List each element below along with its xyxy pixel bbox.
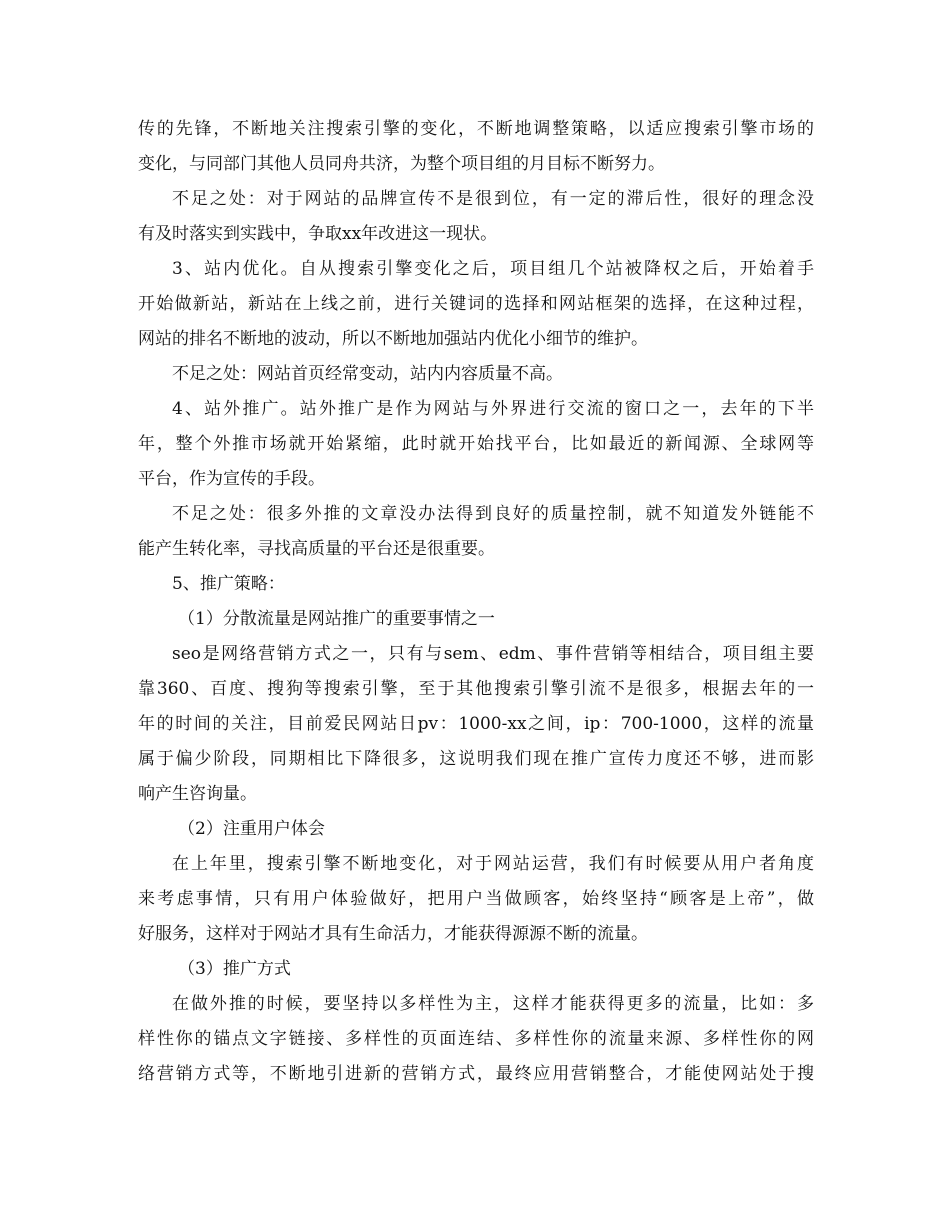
text-line: 在做外推的时候，要坚持以多样性为主，这样才能获得更多的流量，比如：多 (172, 994, 814, 1014)
text-line: 传的先锋，不断地关注搜索引擎的变化，不断地调整策略，以适应搜索引擎市场的 (138, 119, 814, 139)
text-line: 在上年里，搜索引擎不断地变化，对于网站运营，我们有时候要从用户者角度 (172, 854, 814, 874)
text-line: 年的时间的关注，目前爱民网站日pv：1000-xx之间，ip：700-1000，这样的流量 (138, 714, 814, 734)
text-line: 络营销方式等，不断地引进新的营销方式，最终应用营销整合，才能使网站处于搜 (138, 1064, 814, 1084)
text-line: 靠360、百度、搜狗等搜索引擎，至于其他搜索引擎引流不是很多，根据去年的一 (138, 679, 814, 699)
text-line: 来考虑事情，只有用户体验做好，把用户当做顾客，始终坚持“顾客是上帝”，做 (138, 889, 814, 909)
section-heading: 5、推广策略： (172, 574, 285, 594)
text-line: 好服务，这样对于网站才具有生命活力，才能获得源源不断的流量。 (138, 924, 648, 944)
text-line: 不足之处：对于网站的品牌宣传不是很到位，有一定的滞后性，很好的理念没 (172, 189, 814, 209)
subsection-heading: （1）分散流量是网站推广的重要事情之一 (178, 609, 495, 629)
text-line: 4、站外推广。站外推广是作为网站与外界进行交流的窗口之一，去年的下半 (172, 399, 814, 419)
text-line: 不足之处：网站首页经常变动，站内内容质量不高。 (172, 364, 563, 384)
text-line: 变化，与同部门其他人员同舟共济，为整个项目组的月目标不断努力。 (138, 154, 665, 174)
text-line: 年，整个外推市场就开始紧缩，此时就开始找平台，比如最近的新闻源、全球网等 (138, 434, 814, 454)
text-line: 响产生咨询量。 (138, 784, 257, 804)
text-line: 3、站内优化。自从搜索引擎变化之后，项目组几个站被降权之后，开始着手 (172, 259, 814, 279)
text-line: seo是网络营销方式之一，只有与sem、edm、事件营销等相结合，项目组主要 (172, 644, 814, 664)
text-line: 属于偏少阶段，同期相比下降很多，这说明我们现在推广宣传力度还不够，进而影 (138, 749, 814, 769)
text-line: 不足之处：很多外推的文章没办法得到良好的质量控制，就不知道发外链能不 (172, 504, 814, 524)
text-line: 样性你的锚点文字链接、多样性的页面连结、多样性你的流量来源、多样性你的网 (138, 1029, 814, 1049)
subsection-heading: （3）推广方式 (178, 959, 291, 979)
subsection-heading: （2）注重用户体会 (178, 819, 325, 839)
document-body (138, 112, 814, 1092)
text-line: 平台，作为宣传的手段。 (138, 469, 325, 489)
text-line: 网站的排名不断地的波动，所以不断地加强站内优化小细节的维护。 (138, 329, 648, 349)
text-line: 开始做新站，新站在上线之前，进行关键词的选择和网站框架的选择，在这种过程， (138, 294, 814, 314)
text-line: 能产生转化率，寻找高质量的平台还是很重要。 (138, 539, 495, 559)
text-line: 有及时落实到实践中，争取xx年改进这一现状。 (138, 224, 498, 244)
